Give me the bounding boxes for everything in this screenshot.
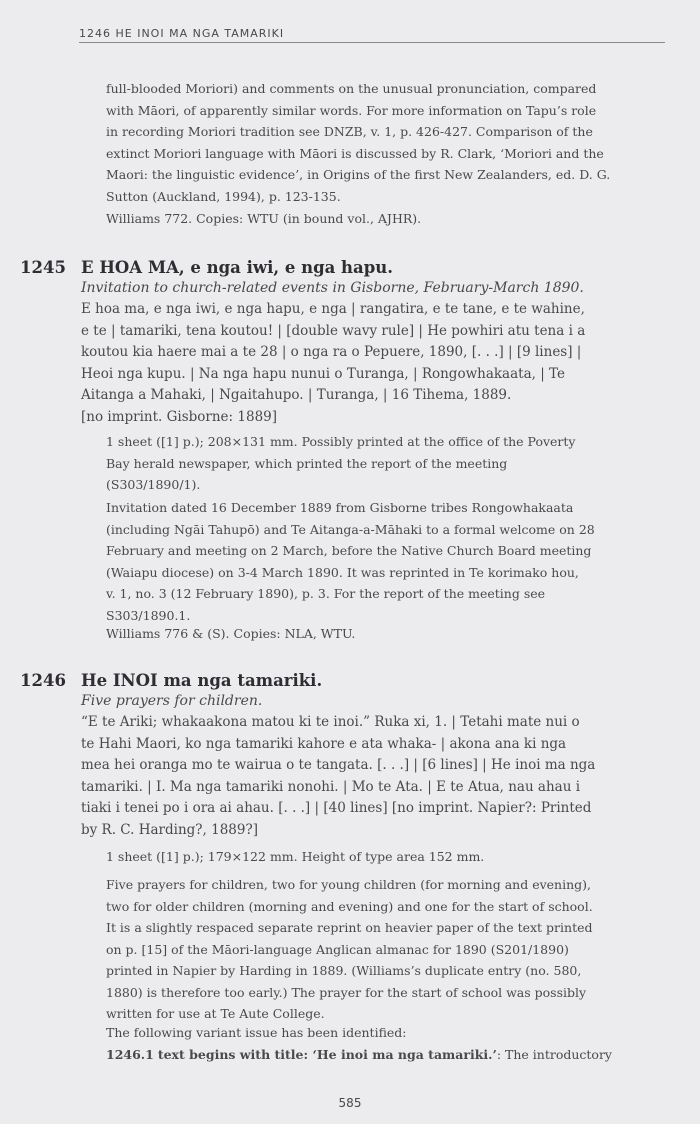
physical-line: 1 sheet ([1] p.); 208×131 mm. Possibly printed at the office of the Poverty (106, 434, 576, 449)
physical-line: (S303/1890/1). (106, 477, 201, 492)
williams-ref: Williams 776 & (S). Copies: NLA, WTU. (106, 626, 356, 641)
note-line: printed in Napier by Harding in 1889. (Williams’s duplicate entry (no. 580, (106, 963, 582, 978)
variant-intro: The following variant issue has been identified: (106, 1025, 407, 1040)
note-line: written for use at Te Aute College. (106, 1006, 325, 1021)
entry-note (106, 874, 664, 1025)
williams-ref: Williams 772. Copies: WTU (in bound vol., AJHR). (106, 211, 422, 226)
transcription-line: te Hahi Maori, ko nga tamariki kahore e ata whaka- | akona ana ki nga (81, 735, 567, 752)
entry-number: 1245 (20, 258, 66, 277)
note-line: Five prayers for children, two for young children (for morning and evening), (106, 877, 591, 892)
variant-number: 1246.1 (106, 1047, 154, 1062)
note-line: Invitation dated 16 December 1889 from Gisborne tribes Rongowhakaata (106, 500, 574, 515)
note-line: in recording Moriori tradition see DNZB, v. 1, p. 426-427. Comparison of the (106, 124, 593, 139)
physical-line: Bay herald newspaper, which printed the report of the meeting (106, 455, 508, 471)
transcription-line: e te | tamariki, tena koutou! | [double wavy rule] | He powhiri atu tena i a (81, 322, 586, 339)
variant-rest: : The introductory (496, 1047, 612, 1062)
transcription-line: koutou kia haere mai a te 28 | o nga ra o Pepuere, 1890, [. . .] | [9 lines] | (81, 344, 582, 360)
transcription-line: Heoi nga kupu. | Na nga hapu nunui o Turanga, | Rongowhakaata, | Te (81, 365, 565, 382)
variant-entry (106, 1044, 664, 1066)
transcription-line: [no imprint. Gisborne: 1889] (81, 408, 278, 425)
transcription-line: “E te Ariki; whakaakona matou ki te inoi.” Ruka xi, 1. | Tetahi mate nui o (81, 714, 580, 730)
entry-transcription (81, 299, 666, 428)
transcription-line: E hoa ma, e nga iwi, e nga hapu, e nga | rangatira, e te tane, e te wahine, (81, 301, 585, 317)
note-line: full-blooded Moriori) and comments on the unusual pronunciation, compared (106, 81, 597, 96)
note-line: S303/1890.1. (106, 607, 191, 623)
transcription-line: tamariki. | I. Ma nga tamariki nonohi. | Mo te Ata. | E te Atua, nau ahau i (81, 778, 581, 795)
note-line: February and meeting on 2 March, before the Native Church Board meeting (106, 543, 592, 558)
transcription-line: Aitanga a Mahaki, | Ngaitahupo. | Turanga, | 16 Tihema, 1889. (81, 387, 512, 403)
note-line: It is a slightly respaced separate reprint on heavier paper of the text printed (106, 920, 593, 935)
entry-note (106, 497, 664, 626)
note-line: extinct Moriori language with Māori is discussed by R. Clark, ‘Moriori and the (106, 145, 604, 161)
entry-transcription (81, 712, 666, 841)
transcription-line: mea hei oranga mo te wairua o te tangata. [. . .] | [6 lines] | He inoi ma nga (81, 757, 596, 773)
note-line: two for older children (morning and evening) and one for the start of school. (106, 898, 593, 914)
note-line: Maori: the linguistic evidence’, in Origins of the first New Zealanders, ed. D. G. (106, 167, 611, 182)
transcription-line: tiaki i tenei po i ora ai ahau. [. . .] | [40 lines] [no imprint. Napier?: Printed (81, 800, 592, 816)
note-line: (Waiapu diocese) on 3-4 March 1890. It was reprinted in Te korimako hou, (106, 564, 579, 580)
physical-description: 1 sheet ([1] p.); 179×122 mm. Height of type area 152 mm. (106, 849, 485, 864)
entry-number: 1246 (20, 671, 66, 690)
physical-description (106, 431, 664, 496)
entry-title: E HOA MA, e nga iwi, e nga hapu. (81, 258, 394, 277)
note-line: v. 1, no. 3 (12 February 1890), p. 3. For the report of the meeting see (106, 586, 546, 601)
note-line: with Māori, of apparently similar words. For more information on Tapu’s role (106, 102, 597, 118)
note-line: on p. [15] of the Māori-language Anglican almanac for 1890 (S201/1890) (106, 941, 569, 957)
note-line: (including Ngāi Tahupō) and Te Aitanga-a-Māhaki to a formal welcome on 28 (106, 521, 595, 537)
note-line: Sutton (Auckland, 1994), p. 123-135. (106, 188, 341, 204)
transcription-line: by R. C. Harding?, 1889?] (81, 821, 258, 838)
variant-title: text begins with title: ‘He inoi ma nga tamariki.’ (157, 1047, 497, 1062)
note-line: 1880) is therefore too early.) The prayer for the start of school was possibly (106, 984, 587, 1000)
running-head: 1246 HE INOI MA NGA TAMARIKI (79, 27, 665, 43)
entry-subtitle: Five prayers for children. (81, 693, 263, 709)
entry-title: He INOI ma nga tamariki. (81, 671, 323, 690)
page-number: 585 (338, 1096, 362, 1110)
entry-subtitle: Invitation to church-related events in Gisborne, February-March 1890. (81, 280, 584, 296)
continuation-note (106, 78, 664, 207)
